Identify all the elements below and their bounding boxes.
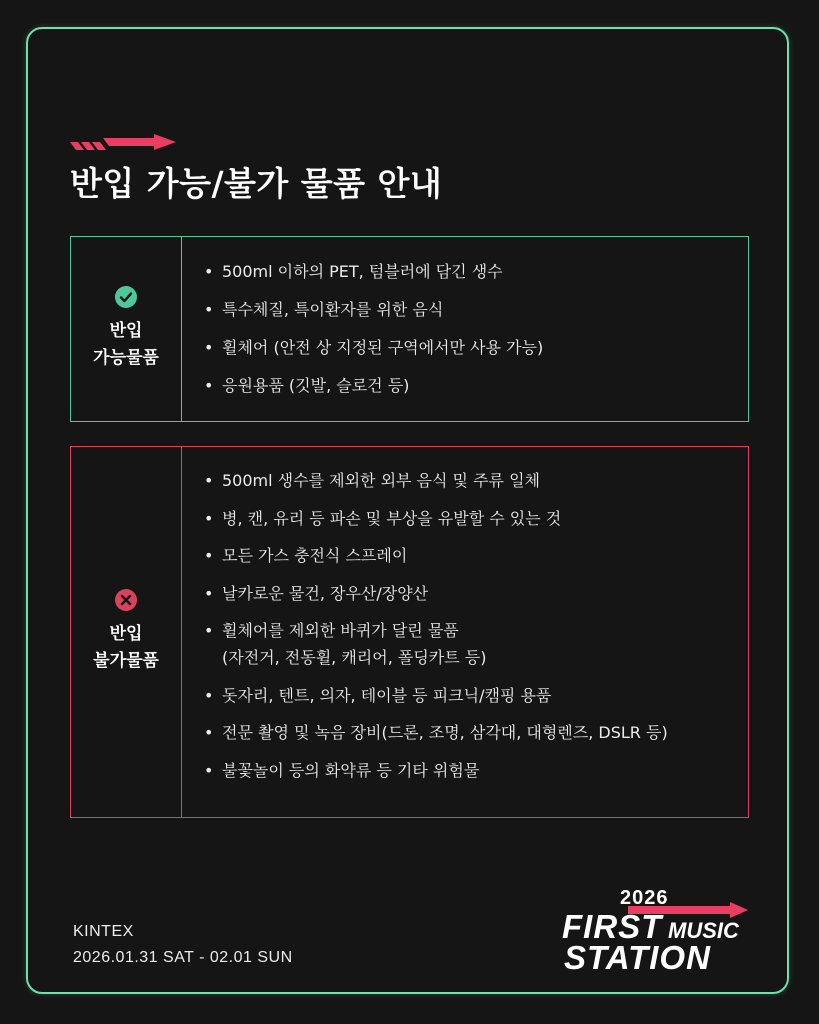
banned-items-box [70, 446, 749, 818]
logo-word-first: FIRST [562, 908, 663, 945]
list-item: • 돗자리, 텐트, 의자, 테이블 등 피크닉/캠핑 용품 [204, 685, 748, 706]
list-item: • 모든 가스 충전식 스프레이 [204, 545, 748, 566]
banned-label-line1: 반입 [109, 624, 143, 644]
list-item-subtext: (자전거, 전동휠, 캐리어, 폴딩카트 등) [222, 648, 487, 667]
list-item: • 병, 캔, 유리 등 파손 및 부상을 유발할 수 있는 것 [204, 508, 748, 529]
banned-label-column [71, 447, 182, 817]
list-item: • 휠체어 (안전 상 지정된 구역에서만 사용 가능) [204, 337, 748, 358]
x-icon [115, 589, 137, 611]
banned-label-line2: 불가물품 [93, 651, 159, 671]
list-item: • 전문 촬영 및 녹음 장비(드론, 조명, 삼각대, 대형렌즈, DSLR 등) [204, 722, 748, 743]
list-item: • 불꽃놀이 등의 화약류 등 기타 위험물 [204, 760, 748, 781]
check-icon [115, 286, 137, 308]
allowed-label-line2: 가능물품 [93, 348, 159, 368]
arrow-decoration-icon [70, 129, 180, 151]
banned-items-list [182, 447, 748, 817]
list-item-text: 휠체어를 제외한 바퀴가 달린 물품 [222, 621, 459, 640]
allowed-items-list [182, 237, 748, 421]
festival-logo [558, 880, 758, 980]
page-title: 반입 가능/불가 물품 안내 [70, 164, 443, 203]
event-dates: 2026.01.31 SAT - 02.01 SUN [73, 949, 293, 966]
allowed-label-column [71, 237, 182, 421]
list-item: • 500ml 이하의 PET, 텀블러에 담긴 생수 [204, 261, 748, 282]
list-item: • 특수체질, 특이환자를 위한 음식 [204, 299, 748, 320]
list-item: • 응원용품 (깃발, 슬로건 등) [204, 375, 748, 396]
allowed-label-line1: 반입 [109, 321, 143, 341]
list-item: • 500ml 생수를 제외한 외부 음식 및 주류 일체 [204, 470, 748, 491]
allowed-items-box [70, 236, 749, 422]
list-item: • 날카로운 물건, 장우산/장양산 [204, 583, 748, 604]
logo-year: 2026 [620, 887, 669, 909]
venue-text: KINTEX [73, 923, 134, 940]
list-item [204, 620, 748, 668]
banned-label [93, 621, 159, 675]
allowed-label [93, 318, 159, 372]
logo-word-music: MUSIC [668, 918, 739, 943]
logo-word-station: STATION [564, 939, 711, 976]
